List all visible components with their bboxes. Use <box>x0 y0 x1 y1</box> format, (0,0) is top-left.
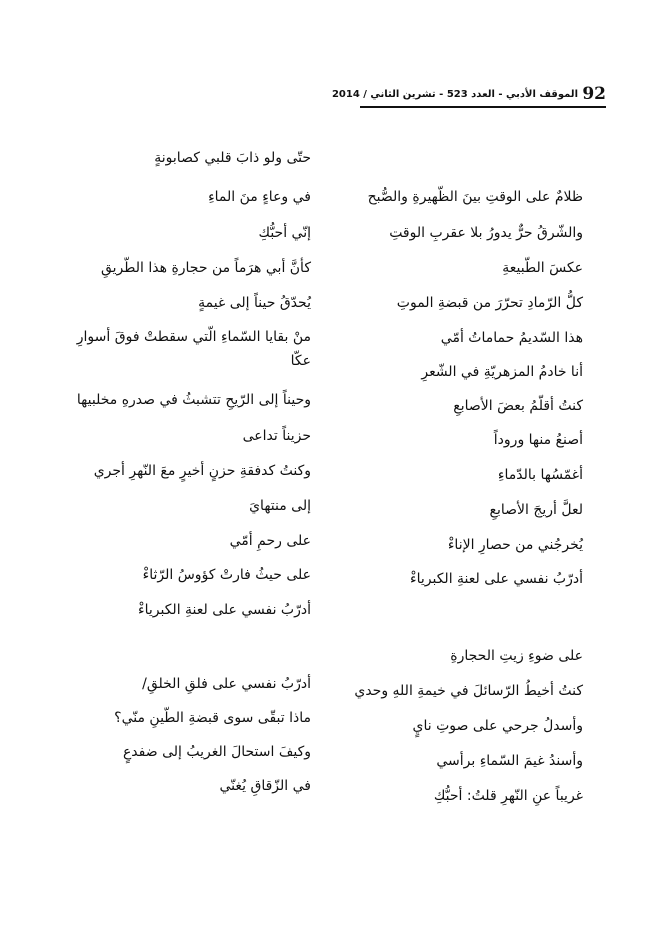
poem-line: كنتُ أخيطُ الرّسائلَ في خيمةِ اللهِ وحدي <box>354 683 583 699</box>
poem-line: وكيفَ استحالَ الغريبُ إلى ضفدعٍ <box>122 744 311 760</box>
poem-line: أدرّبُ نفسي على فلقِ الخلقِ/ <box>142 676 311 692</box>
poem-line: يُخرجُني من حصارِ الإناءْ <box>447 537 583 553</box>
poem-line: منْ بقايا السّماءِ الّتي سقطتْ فوقَ أسوارِ عكّا <box>76 329 311 369</box>
poem-line: على حيثُ فارتْ كؤوسُ الرّثاءْ <box>142 567 311 583</box>
poem-line: والشّرقُ حرٌّ يدورُ بلا عقربِ الوقتِ <box>389 225 583 241</box>
poem-line: ظلامٌ على الوقتِ بينَ الظّهيرةِ والصُّبح <box>367 189 583 205</box>
poem-line: كلُّ الرّمادِ تحرّرَ من قبضةِ الموتِ <box>396 295 583 311</box>
poem-line: أصنعُ منها وروداً <box>493 432 583 448</box>
poem-line: حزيناً تداعى <box>242 428 311 444</box>
poem-line: أدرّبُ نفسي على لعنةِ الكبرياءْ <box>138 602 311 618</box>
poem-line: ماذا تبقّى سوى قبضةِ الطّينِ منّي؟ <box>114 710 311 726</box>
journal-issue: الموقف الأدبي - العدد 523 - تشرين الثاني / 2014 <box>331 89 578 100</box>
header-rule <box>360 106 606 108</box>
poem-line: وكنتُ كدفقةِ حزنٍ أخيرٍ معَ النّهرِ أجري <box>93 463 311 479</box>
poem-line: عكسَ الطّبيعةِ <box>502 260 583 276</box>
poem-line: في الزّقاقِ يُغنّي <box>219 778 311 794</box>
poem-line: حتّى ولو ذابَ قلبي كصابونةٍ <box>154 150 311 166</box>
page-header <box>331 84 606 108</box>
poem-line: أغمّسُها بالدّماءِ <box>497 467 583 483</box>
poem-line: إنّي أحبُّكِ <box>258 225 311 241</box>
poem-line: وأسندُ غيمَ السّماءِ برأسي <box>436 753 583 769</box>
poem-line: لعلَّ أريجَ الأصابعِ <box>489 502 583 518</box>
poem-line: غريباً عنِ النّهرِ قلتُ: أحبُّكِ <box>433 788 583 804</box>
poem-line: على ضوءِ زيتِ الحجارةِ <box>450 648 583 664</box>
poem-line: أدرّبُ نفسي على لعنةِ الكبرياءْ <box>410 571 583 587</box>
page-number: 92 <box>582 84 606 104</box>
poem-line: وأسدلُ جرحي على صوتِ نايٍ <box>412 718 583 734</box>
poem-line: كنتُ أقلّمُ بعضَ الأصابعِ <box>453 398 583 414</box>
poem-line: هذا السّديمُ حماماتُ أمّي <box>440 330 583 346</box>
poem-line: يُحدّقُ حيناً إلى غيمةٍ <box>198 295 311 311</box>
poem-line: كأنَّ أبي هرَماً من حجارةِ هذا الطّريقِ <box>100 260 311 276</box>
poem-line: في وعاءٍ منَ الماءِ <box>208 189 311 205</box>
poem-line: أنا خادمُ المزهريّةِ في الشّعرِ <box>421 364 583 380</box>
poem-line: وحيناً إلى الرّيحِ تتشبثُ في صدرهِ مخلبيها <box>76 392 311 408</box>
poem-line: على رحمِ أمّي <box>229 533 311 549</box>
poem-line: إلى منتهايَ <box>249 498 311 514</box>
